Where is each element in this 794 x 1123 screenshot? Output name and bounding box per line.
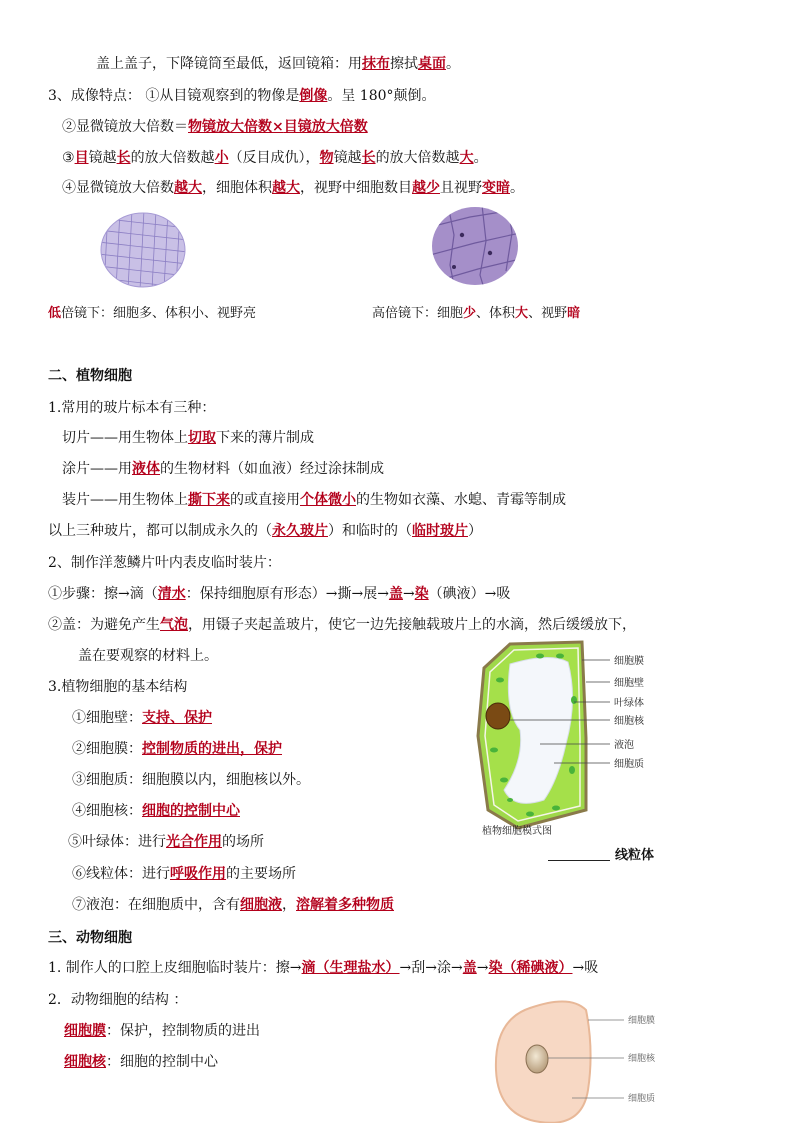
- answer: 桌面: [418, 56, 446, 72]
- structure-item: ①细胞壁：支持、保护: [72, 710, 212, 726]
- diagram-label: 细胞膜: [614, 656, 644, 667]
- diagram-label: 叶绿体: [614, 698, 644, 709]
- structure-item: ⑦液泡：在细胞质中，含有细胞液，溶解着多种物质: [72, 897, 394, 913]
- text-line: 2、制作洋葱鳞片叶内表皮临时装片：: [48, 555, 281, 571]
- answer: 目镜放大倍数: [283, 119, 368, 135]
- plant-cell-diagram: [470, 640, 690, 840]
- section-heading-animal: 三、动物细胞: [48, 930, 132, 946]
- text-line: 3、成像特点： ①从目镜观察到的物像是倒像。呈 180°颠倒。: [48, 88, 436, 104]
- high-power-caption: 高倍镜下：细胞少、体积大、视野暗: [372, 306, 581, 321]
- text-line: ③目镜越长的放大倍数越小（反目成仇），物镜越长的放大倍数越大。: [62, 150, 488, 166]
- text-line: 涂片——用液体的生物材料（如血液）经过涂抹制成: [62, 461, 384, 477]
- diagram-label: 细胞膜: [628, 1016, 656, 1026]
- structure-item: ⑤叶绿体：进行光合作用的场所: [68, 834, 264, 850]
- text-line: ④显微镜放大倍数越大，细胞体积越大，视野中细胞数目越少且视野变暗。: [62, 180, 524, 196]
- text-line: 盖上盖子，下降镜筒至最低，返回镜箱：用抹布擦拭桌面。: [96, 56, 460, 72]
- text-line: 2．动物细胞的结构 ：: [48, 992, 188, 1008]
- text-line: 装片——用生物体上撕下来的或直接用个体微小的生物如衣藻、水螅、青霉等制成: [62, 492, 566, 508]
- text-line: ①步骤：擦→滴（清水：保持细胞原有形态）→撕→展→盖→染（碘液）→吸: [48, 586, 511, 602]
- text-line: 切片——用生物体上切取下来的薄片制成: [62, 430, 314, 446]
- blank-line: [548, 860, 610, 861]
- answer: 物镜放大倍数: [188, 119, 272, 135]
- diagram-label: 液泡: [614, 740, 634, 751]
- answer: 抹布: [362, 56, 390, 72]
- text-line: ②显微镜放大倍数＝物镜放大倍数×目镜放大倍数: [62, 119, 368, 135]
- structure-item: ③细胞质：细胞膜以内，细胞核以外。: [72, 772, 310, 788]
- nucleus: [486, 703, 510, 729]
- diagram-label: 细胞核: [628, 1054, 656, 1064]
- structure-item: 细胞核：细胞的控制中心: [64, 1054, 218, 1070]
- text-line: 盖在要观察的材料上。: [78, 648, 218, 664]
- diagram-label: 细胞质: [614, 759, 644, 770]
- mitochondria-label: 线粒体: [615, 848, 655, 863]
- nucleus: [526, 1045, 548, 1073]
- text-line: ②盖：为避免产生气泡，用镊子夹起盖玻片，使它一边先接触载玻片上的水滴，然后缓缓放下，: [48, 617, 636, 633]
- text-line: 以上三种玻片，都可以制成永久的（永久玻片）和临时的（临时玻片）: [48, 523, 482, 539]
- text-line: 3.植物细胞的基本结构: [48, 679, 188, 695]
- text-line: 1. 制作人的口腔上皮细胞临时装片：擦→滴（生理盐水）→刮→涂→盖→染（稀碘液）→吸: [48, 960, 599, 976]
- text-line: 1.常用的玻片标本有三种：: [48, 400, 216, 416]
- low-power-view-image: [98, 210, 188, 290]
- diagram-label: 细胞壁: [614, 678, 644, 689]
- structure-item: ②细胞膜：控制物质的进出，保护: [72, 741, 282, 757]
- section-heading-plant: 二、植物细胞: [48, 368, 132, 384]
- structure-item: ⑥线粒体：进行呼吸作用的主要场所: [72, 866, 296, 882]
- low-power-caption: 低倍镜下：细胞多、体积小、视野亮: [48, 306, 257, 321]
- diagram-label: 细胞质: [628, 1094, 656, 1104]
- diagram-label: 细胞核: [614, 716, 644, 727]
- structure-item: ④细胞核：细胞的控制中心: [72, 803, 240, 819]
- high-power-view-image: [430, 205, 520, 287]
- animal-cell-diagram: [490, 1000, 690, 1123]
- answer: 倒像: [299, 88, 328, 104]
- structure-item: 细胞膜：保护，控制物质的进出: [64, 1023, 260, 1039]
- diagram-caption: 植物细胞模式图: [482, 826, 552, 837]
